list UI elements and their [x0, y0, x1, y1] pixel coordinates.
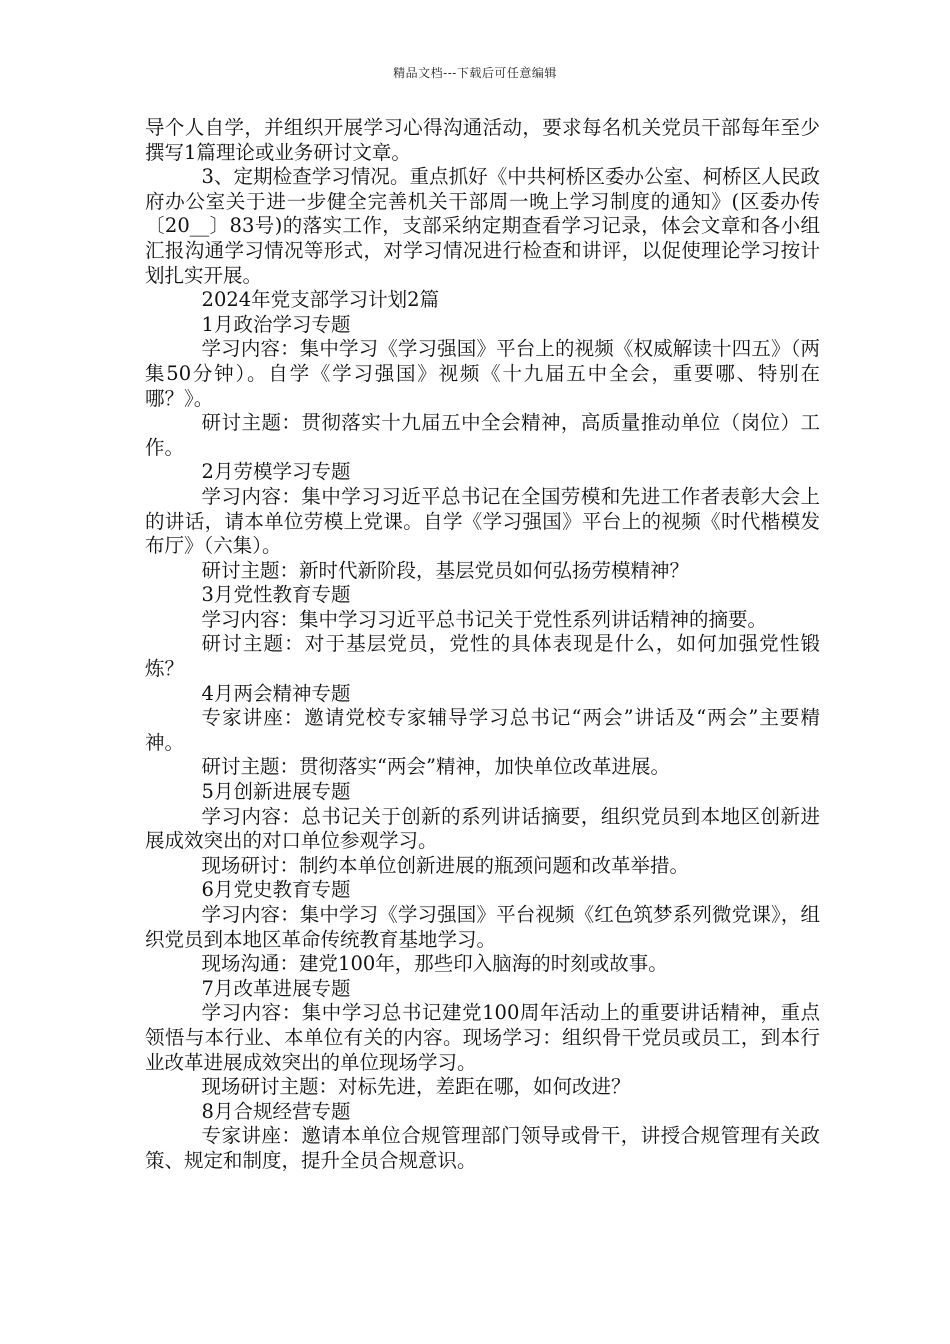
paragraph: 学习内容：集中学习《学习强国》平台视频《红色筑梦系列微党课》，组织党员到本地区革命传统教育基地学习。: [145, 903, 820, 951]
paragraph: 现场研讨：制约本单位创新进展的瓶颈问题和改革举措。: [201, 853, 690, 877]
paragraph: 学习内容：集中学习总书记建党100周年活动上的重要讲话精神，重点领悟与本行业、本单位有关的内容。现场学习：组织骨干党员或员工，到本行业改革进展成效突出的单位现场学习。: [145, 1001, 820, 1074]
section-heading: 5月创新进展专题: [201, 780, 351, 804]
section-heading: 4月两会精神专题: [201, 681, 351, 705]
paragraph: 现场沟通：建党100年，那些印入脑海的时刻或故事。: [201, 952, 668, 976]
paragraph: 专家讲座：邀请党校专家辅导学习总书记“两会”讲话及“两会”主要精神。: [145, 706, 820, 754]
paragraph: 3、定期检查学习情况。重点抓好《中共柯桥区委办公室、柯桥区人民政府办公室关于进一步健全完善机关干部周一晚上学习制度的通知》(区委办传〔20__〕83号)的落实工作，支部采纳定期查看学习记录，体会文章和各小组汇报沟通学习情况等形式，对学习情况进行检查和讲评，以促使理论学习按计划扎实开展。: [145, 165, 820, 287]
paragraph: 学习内容：总书记关于创新的系列讲话摘要，组织党员到本地区创新进展成效突出的对口单位参观学习。: [145, 804, 820, 853]
section-heading: 8月合规经营专题: [201, 1099, 351, 1123]
section-heading: 7月改革进展专题: [201, 976, 351, 1000]
paragraph: 研讨主题：贯彻落实“两会”精神，加快单位改革进展。: [201, 755, 670, 779]
paragraph: 现场研讨主题：对标先进，差距在哪，如何改进？: [201, 1075, 631, 1099]
paragraph: 研讨主题：贯彻落实十九届五中全会精神，高质量推动单位（岗位）工作。: [145, 411, 820, 459]
paragraph: 学习内容：集中学习习近平总书记关于党性系列讲话精神的摘要。: [201, 607, 768, 631]
paragraph: 专家讲座：邀请本单位合规管理部门领导或骨干，讲授合规管理有关政策、规定和制度，提升全员合规意识。: [145, 1124, 820, 1172]
document-body: [145, 116, 820, 1174]
section-heading: 6月党史教育专题: [201, 878, 351, 902]
paragraph: 学习内容：集中学习习近平总书记在全国劳模和先进工作者表彰大会上的讲话，请本单位劳模上党课。自学《学习强国》平台上的视频《时代楷模发布厅》（六集）。: [145, 484, 820, 558]
page-header: 精品文档---下载后可任意编辑: [393, 66, 557, 80]
section-heading: 3月党性教育专题: [201, 583, 351, 607]
paragraph: 学习内容：集中学习《学习强国》平台上的视频《权威解读十四五》（两集50分钟）。自学《学习强国》视频《十九届五中全会，重要哪、特别在哪？》。: [145, 337, 820, 410]
section-heading: 2月劳模学习专题: [201, 460, 351, 484]
paragraph: 导个人自学，并组织开展学习心得沟通活动，要求每名机关党员干部每年至少撰写1篇理论或业务研讨文章。: [145, 116, 820, 164]
document-title: 2024年党支部学习计划2篇: [201, 288, 440, 312]
section-heading: 1月政治学习专题: [201, 312, 351, 336]
paragraph: 研讨主题：新时代新阶段，基层党员如何弘扬劳模精神？: [201, 558, 690, 582]
paragraph: 研讨主题：对于基层党员，党性的具体表现是什么，如何加强党性锻炼？: [145, 632, 820, 681]
